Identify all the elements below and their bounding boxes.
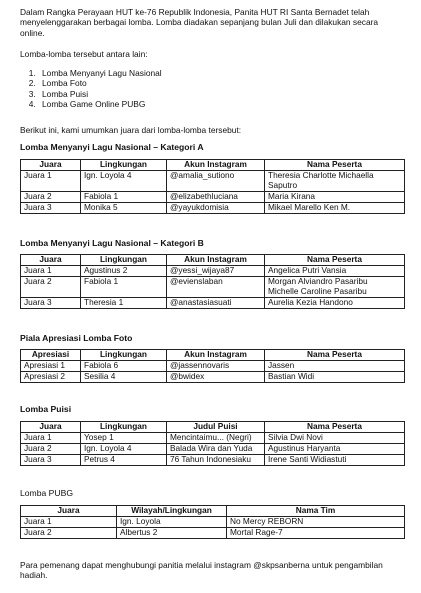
table-cell: 76 Tahun Indonesiaku xyxy=(167,454,265,465)
table-row xyxy=(21,191,405,202)
table-cell: @jassennovaris xyxy=(167,360,265,371)
list-item: 1. Lomba Menyanyi Lagu Nasional xyxy=(38,68,162,78)
column-header: Juara xyxy=(21,506,117,517)
table-row xyxy=(21,443,405,454)
column-header: Nama Peserta xyxy=(265,255,405,266)
table-foto xyxy=(20,349,405,383)
table-pubg xyxy=(20,505,405,539)
table-cell: Juara 2 xyxy=(21,527,117,538)
table-cell: Monika 5 xyxy=(81,202,167,213)
table-cell: Apresiasi 1 xyxy=(21,360,81,371)
column-header: Nama Peserta xyxy=(265,422,405,433)
table-puisi xyxy=(20,421,405,466)
column-header: Wilayah/Lingkungan xyxy=(117,506,227,517)
table-cell: @amalia_sutiono xyxy=(167,170,265,191)
table-cell: Balada Wira dan Yuda xyxy=(167,443,265,454)
table-cell: Ign. Loyola 4 xyxy=(81,170,167,191)
table-cell: Juara 2 xyxy=(21,191,81,202)
table-cell: Juara 3 xyxy=(21,454,81,465)
column-header: Apresiasi xyxy=(21,350,81,361)
table-cell: Maria Kirana xyxy=(265,191,405,202)
table-cell: Aurelia Kezia Handono xyxy=(265,297,405,308)
table-header-row xyxy=(21,255,405,266)
table-row xyxy=(21,170,405,191)
lomba-list xyxy=(20,68,162,109)
table-cell: Mencintaimu... (Negri) xyxy=(167,432,265,443)
table-cell: @yessi_wijaya87 xyxy=(167,265,265,276)
table-header-row xyxy=(21,160,405,171)
table-cell: @anastasiasuati xyxy=(167,297,265,308)
table-cell: Juara 1 xyxy=(21,516,117,527)
column-header: Juara xyxy=(21,422,81,433)
table-cell: Bastian Widi xyxy=(265,371,405,382)
list-intro: Lomba-lomba tersebut antara lain: xyxy=(20,49,148,59)
table-cell: @elizabethluciana xyxy=(167,191,265,202)
section-title-puisi: Lomba Puisi xyxy=(20,404,72,414)
list-item: 3. Lomba Puisi xyxy=(38,89,162,99)
table-cell: Silvia Dwi Novi xyxy=(265,432,405,443)
announce-paragraph: Berikut ini, kami umumkan juara dari lomba-lomba tersebut: xyxy=(20,125,242,135)
table-row xyxy=(21,454,405,465)
table-row xyxy=(21,527,405,538)
table-cell: Petrus 4 xyxy=(81,454,167,465)
table-cell: @yayukdomisia xyxy=(167,202,265,213)
section-title-pubg: Lomba PUBG xyxy=(20,488,74,498)
column-header: Nama Tim xyxy=(227,506,405,517)
table-nyanyi-b xyxy=(20,254,405,309)
column-header: Akun Instagram xyxy=(167,160,265,171)
table-cell: Juara 3 xyxy=(21,202,81,213)
table-cell: Irene Santi Widiastuti xyxy=(265,454,405,465)
table-row xyxy=(21,516,405,527)
table-nyanyi-a xyxy=(20,159,405,214)
table-cell: Juara 2 xyxy=(21,276,81,297)
table-cell: Juara 1 xyxy=(21,170,81,191)
table-cell: Mikael Marello Ken M. xyxy=(265,202,405,213)
list-item: 4. Lomba Game Online PUBG xyxy=(38,99,162,109)
table-cell: @evienslaban xyxy=(167,276,265,297)
table-cell: Juara 1 xyxy=(21,265,81,276)
table-header-row xyxy=(21,506,405,517)
section-title-nyanyi-b: Lomba Menyanyi Lagu Nasional – Kategori B xyxy=(20,238,204,248)
table-row xyxy=(21,371,405,382)
table-header-row xyxy=(21,422,405,433)
column-header: Lingkungan xyxy=(81,422,167,433)
table-cell: Fabiola 1 xyxy=(81,276,167,297)
table-cell: Albertus 2 xyxy=(117,527,227,538)
table-cell: Yosep 1 xyxy=(81,432,167,443)
column-header: Akun Instagram xyxy=(167,255,265,266)
section-title-foto: Piala Apresiasi Lomba Foto xyxy=(20,333,133,343)
table-cell: Morgan Alviandro Pasaribu Michelle Caroline Pasaribu xyxy=(265,276,405,297)
table-cell: Sesilia 4 xyxy=(81,371,167,382)
table-row xyxy=(21,202,405,213)
closing-paragraph: Para pemenang dapat menghubungi panitia melalui instagram @skpsanberna untuk pengambilan hadiah. xyxy=(20,560,383,581)
table-cell: Juara 3 xyxy=(21,297,81,308)
column-header: Juara xyxy=(21,255,81,266)
table-cell: Agustinus 2 xyxy=(81,265,167,276)
table-cell: Angelica Putri Vansia xyxy=(265,265,405,276)
table-cell: Jassen xyxy=(265,360,405,371)
table-row xyxy=(21,297,405,308)
table-cell: Ign. Loyola xyxy=(117,516,227,527)
section-title-nyanyi-a: Lomba Menyanyi Lagu Nasional – Kategori A xyxy=(20,142,204,152)
table-cell: Theresia 1 xyxy=(81,297,167,308)
table-cell: Mortal Rage-7 xyxy=(227,527,405,538)
table-cell: Juara 2 xyxy=(21,443,81,454)
table-cell: Ign. Loyola 4 xyxy=(81,443,167,454)
column-header: Akun Instagram xyxy=(167,350,265,361)
table-row xyxy=(21,360,405,371)
column-header: Lingkungan xyxy=(81,160,167,171)
table-cell: No Mercy REBORN xyxy=(227,516,405,527)
column-header: Nama Peserta xyxy=(265,160,405,171)
column-header: Juara xyxy=(21,160,81,171)
table-row xyxy=(21,432,405,443)
table-cell: @bwidex xyxy=(167,371,265,382)
intro-paragraph: Dalam Rangka Perayaan HUT ke-76 Republik Indonesia, Panita HUT RI Santa Bernadet telah menyelenggarakan berbagai lomba. Lomba diadakan sepanjang bulan Juli dan dilakukan secara online. xyxy=(20,7,379,38)
table-row xyxy=(21,265,405,276)
table-cell: Fabiola 1 xyxy=(81,191,167,202)
column-header: Judul Puisi xyxy=(167,422,265,433)
table-cell: Juara 1 xyxy=(21,432,81,443)
column-header: Nama Peserta xyxy=(265,350,405,361)
table-row xyxy=(21,276,405,297)
table-cell: Fabiola 6 xyxy=(81,360,167,371)
table-cell: Apresiasi 2 xyxy=(21,371,81,382)
table-cell: Theresia Charlotte Michaella Saputro xyxy=(265,170,405,191)
column-header: Lingkungan xyxy=(81,350,167,361)
list-item: 2. Lomba Foto xyxy=(38,78,162,88)
table-header-row xyxy=(21,350,405,361)
column-header: Lingkungan xyxy=(81,255,167,266)
table-cell: Agustinus Haryanta xyxy=(265,443,405,454)
